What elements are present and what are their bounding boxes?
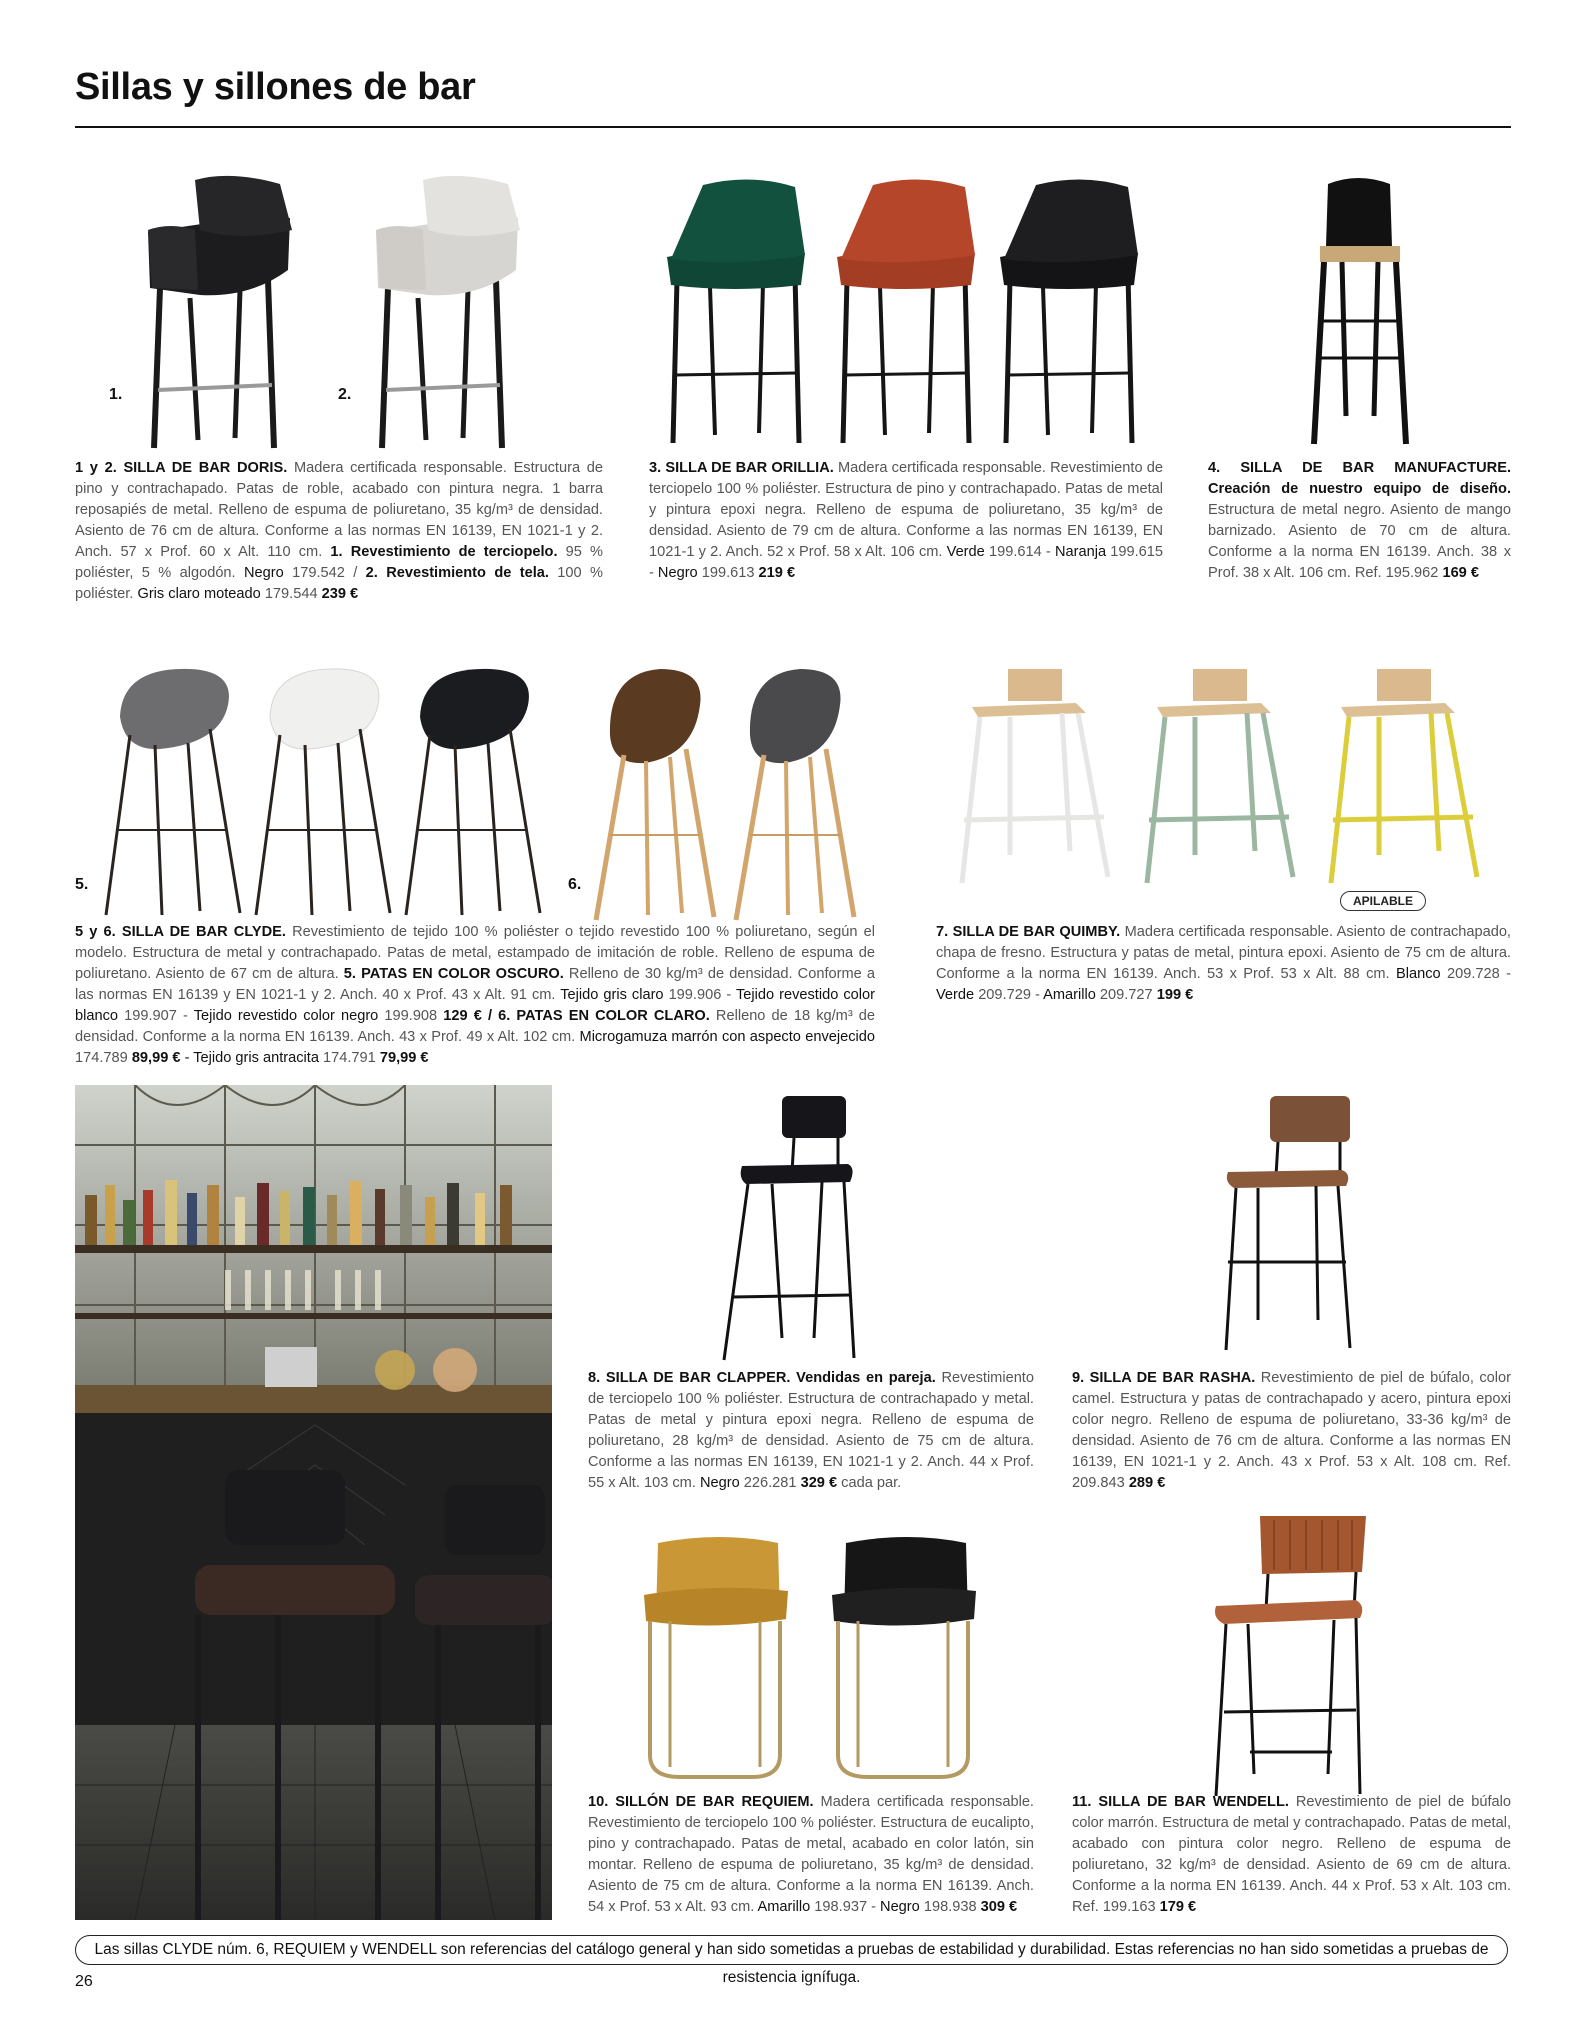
chair-orillia-orange-image [835,175,980,445]
doris-variant2-ref: 179.544 [260,586,322,602]
chair-quimby-white-image [958,665,1118,885]
clyde-v6-label: 6. PATAS EN COLOR CLARO. [498,1008,710,1024]
label-2: 2. [338,386,352,403]
wendell-heading: 11. SILLA DE BAR WENDELL. [1072,1794,1289,1810]
clapper-tail: cada par. [837,1475,902,1491]
quimby-price: 199 € [1156,987,1194,1003]
requiem-price: 309 € [980,1899,1018,1915]
chair-orillia-black-image [998,175,1143,445]
quimby-color-3: Amarillo [1043,987,1096,1003]
orillia-ref-3: 199.613 [697,565,759,581]
requiem-color-1: Amarillo [757,1899,811,1915]
quimby-ref-1: 209.728 - [1440,966,1511,982]
doris-variant2-color: Gris claro moteado [137,586,261,602]
quimby-ref-2: 209.729 - [974,987,1044,1003]
doris-heading: 1 y 2. SILLA DE BAR DORIS. [75,460,288,476]
page-title: Sillas y sillones de bar [75,66,476,108]
chair-clyde-black-image [400,665,550,915]
label-1: 1. [109,386,123,403]
quimby-ref-3: 209.727 [1095,987,1157,1003]
chair-orillia-green-image [665,175,810,445]
clyde-v6-ref-1: 174.789 [75,1050,132,1066]
clapper-color-1: Negro [699,1475,740,1491]
clyde-v6-separator: - [180,1050,194,1066]
chair-wendell-image [1210,1512,1370,1797]
title-rule [75,126,1511,128]
bar-lifestyle-photo [75,1085,552,1920]
requiem-heading: 10. SILLÓN DE BAR REQUIEM. [588,1794,814,1810]
orillia-color-3: Negro [657,565,698,581]
footer-note: Las sillas CLYDE núm. 6, REQUIEM y WENDELL son referencias del catálogo general y han sido sometidas a pruebas de estabilidad y durabilidad. Estas referencias no han sido sometidas a pruebas de resistencia ignífuga. [75,1935,1508,1965]
manufacture-price: 169 € [1442,565,1479,581]
label-5: 5. [75,876,89,893]
chair-requiem-yellow-image [640,1535,790,1790]
clapper-price: 329 € [800,1475,838,1491]
chair-rasha-image [1218,1092,1358,1352]
description-rasha [1072,1368,1511,1494]
doris-body: Madera certificada responsable. Estructura de pino y contrachapado. Patas de roble, acabado con pintura negra. 1 barra reposapiés de metal. Relleno de espuma de poliuretano, 35 kg/m³ de densidad. Asiento de 76 cm de altura. Conforme a las normas EN 16139, EN 1021-1 y 2. Anch. 57 x Prof. 60 x Alt. 110 cm. [75,460,603,560]
clyde-v5-text: Relleno de 30 kg/m³ de densidad. Conforme a las normas EN 16139 y EN 1021-1 y 2. Anch. 40 x Prof. 43 x Alt. 91 cm. [75,966,875,1003]
doris-variant2-label: 2. Revestimiento de tela. [365,565,549,581]
chair-clyde-brown-image [590,665,720,920]
orillia-heading: 3. SILLA DE BAR ORILLIA. [649,460,834,476]
chair-doris-black-image [140,170,300,450]
requiem-color-2: Negro [880,1899,920,1915]
clyde-v6-color-2: Tejido gris antracita [193,1050,319,1066]
clyde-v5-color-2: Tejido revestido color blanco [75,987,875,1024]
clapper-ref-1: 226.281 [739,1475,801,1491]
doris-variant2-text: 100 % poliéster. [75,565,604,602]
clyde-v6-price-1: 89,99 € [131,1050,181,1066]
clapper-body: Revestimiento de terciopelo 100 % poliéster. Estructura de contrachapado y metal. Patas de metal y pintura epoxi negra. Relleno de espuma de poliuretano, 28 kg/m³ de densidad. Asiento de 75 cm de altura. Conforme a las normas EN 16139, EN 1021-1 y 2. Anch. 44 x Prof. 55 x Alt. 103 cm. [588,1370,1034,1491]
requiem-ref-1: 198.937 - [810,1899,881,1915]
requiem-ref-2: 198.938 [919,1899,981,1915]
doris-variant1-label: 1. Revestimiento de terciopelo. [330,544,558,560]
clyde-v5-price: 129 € / [443,1008,499,1024]
rasha-heading: 9. SILLA DE BAR RASHA. [1072,1370,1256,1386]
requiem-body: Madera certificada responsable. Revestimiento de terciopelo 100 % poliéster. Estructura de eucalipto, pino y contrachapado. Patas de metal, acabado en color latón, sin montar. Relleno de espuma de poliuretano, 35 kg/m³ de densidad. Asiento de 75 cm de altura. Conforme a la norma EN 16139. Anch. 54 x Prof. 53 x Alt. 93 cm. [588,1794,1034,1915]
rasha-body: Revestimiento de piel de búfalo, color camel. Estructura y patas de contrachapado y acero, pintura epoxi color negro. Relleno de espuma de poliuretano, 33-36 kg/m³ de densidad. Asiento de 76 cm de altura. Conforme a las normas EN 16139, EN 1021-1 y 2. Anch. 43 x Prof. 53 x Alt. 108 cm. Ref. 209.843 [1072,1370,1511,1491]
clyde-v5-color-1: Tejido gris claro [560,987,664,1003]
chair-manufacture-image [1288,176,1433,446]
doris-variant1-ref: 179.542 / [283,565,366,581]
orillia-color-1: Verde [946,544,985,560]
clyde-v5-label: 5. PATAS EN COLOR OSCURO. [343,966,564,982]
chair-quimby-green-image [1143,665,1303,885]
clyde-v5-color-3: Tejido revestido color negro [193,1008,379,1024]
doris-variant1-text: 95 % poliéster, 5 % algodón. [75,544,603,581]
clapper-heading: 8. SILLA DE BAR CLAPPER. Vendidas en pareja. [588,1370,936,1386]
quimby-color-1: Blanco [1395,966,1441,982]
clyde-v6-text: Relleno de 18 kg/m³ de densidad. Conforme a la norma EN 16139. Anch. 43 x Prof. 49 x Alt. 102 cm. [75,1008,876,1045]
chair-doris-grey-image [368,170,528,450]
wendell-price: 179 € [1159,1899,1197,1915]
description-clapper [588,1368,1034,1494]
chair-clyde-grey-image [100,665,250,915]
label-6: 6. [568,876,582,893]
quimby-body: Madera certificada responsable. Asiento de contrachapado, chapa de fresno. Estructura y patas de metal, pintura epoxi. Asiento de 75 cm de altura. Conforme a la norma EN 16139. Anch. 53 x Prof. 53 x Alt. 88 cm. [936,924,1511,982]
description-manufacture [1208,458,1511,584]
manufacture-heading: 4. SILLA DE BAR MANUFACTURE. Creación de nuestro equipo de diseño. [1208,460,1511,497]
rasha-price: 289 € [1128,1475,1166,1491]
orillia-ref-2: 199.615 - [649,544,1163,581]
quimby-heading: 7. SILLA DE BAR QUIMBY. [936,924,1121,940]
doris-variant1-color: Negro [243,565,284,581]
orillia-body: Madera certificada responsable. Revestimiento de terciopelo 100 % poliéster. Estructura de pino y contrachapado. Patas de metal y pintura epoxi negra. Relleno de espuma de poliuretano, 35 kg/m³ de densidad. Asiento de 79 cm de altura. Conforme a las normas EN 16139, EN 1021-1 y 2. Anch. 52 x Prof. 58 x Alt. 106 cm. [649,460,1163,560]
description-quimby [936,922,1511,1006]
clyde-v5-ref-2: 199.907 - [118,1008,194,1024]
description-wendell [1072,1792,1511,1918]
clyde-heading: 5 y 6. SILLA DE BAR CLYDE. [75,924,286,940]
chair-clapper-image [718,1092,858,1362]
clyde-body: Revestimiento de tejido 100 % poliéster o tejido revestido 100 % poliuretano, según el modelo. Estructura de metal y contrachapado. Patas de metal, estampado de imitación de roble. Relleno de espuma de poliuretano. Asiento de 67 cm de altura. [75,924,875,982]
orillia-ref-1: 199.614 - [984,544,1055,560]
page-number: 26 [75,1973,93,1990]
clyde-v6-price-2: 79,99 € [379,1050,429,1066]
clyde-v6-ref-2: 174.791 [318,1050,380,1066]
orillia-price: 219 € [758,565,796,581]
orillia-color-2: Naranja [1054,544,1107,560]
wendell-body: Revestimiento de piel de búfalo color marrón. Estructura de metal y contrachapado. Patas de metal, acabado con pintura color negro. Relleno de espuma de poliuretano, 32 kg/m³ de densidad. Asiento de 69 cm de altura. Conforme a la norma EN 16139. Anch. 44 x Prof. 53 x Alt. 103 cm. Ref. 199.163 [1072,1794,1511,1915]
chair-clyde-anthracite-image [730,665,860,920]
description-requiem [588,1792,1034,1918]
description-doris [75,458,603,605]
description-orillia [649,458,1163,584]
description-clyde [75,922,875,1069]
chair-clyde-white-image [250,665,400,915]
chair-requiem-black-image [828,1535,978,1790]
doris-price: 239 € [321,586,359,602]
chair-quimby-yellow-image [1327,665,1487,885]
manufacture-body: Estructura de metal negro. Asiento de mango barnizado. Asiento de 70 cm de altura. Conforme a la norma EN 16139. Anch. 38 x Prof. 38 x Alt. 106 cm. Ref. 195.962 [1208,502,1511,581]
quimby-color-2: Verde [936,987,975,1003]
clyde-v5-ref-1: 199.906 - [663,987,736,1003]
clyde-v5-ref-3: 199.908 [378,1008,444,1024]
stackable-badge: APILABLE [1340,891,1426,911]
clyde-v6-color-1: Microgamuza marrón con aspecto envejecido [579,1029,875,1045]
